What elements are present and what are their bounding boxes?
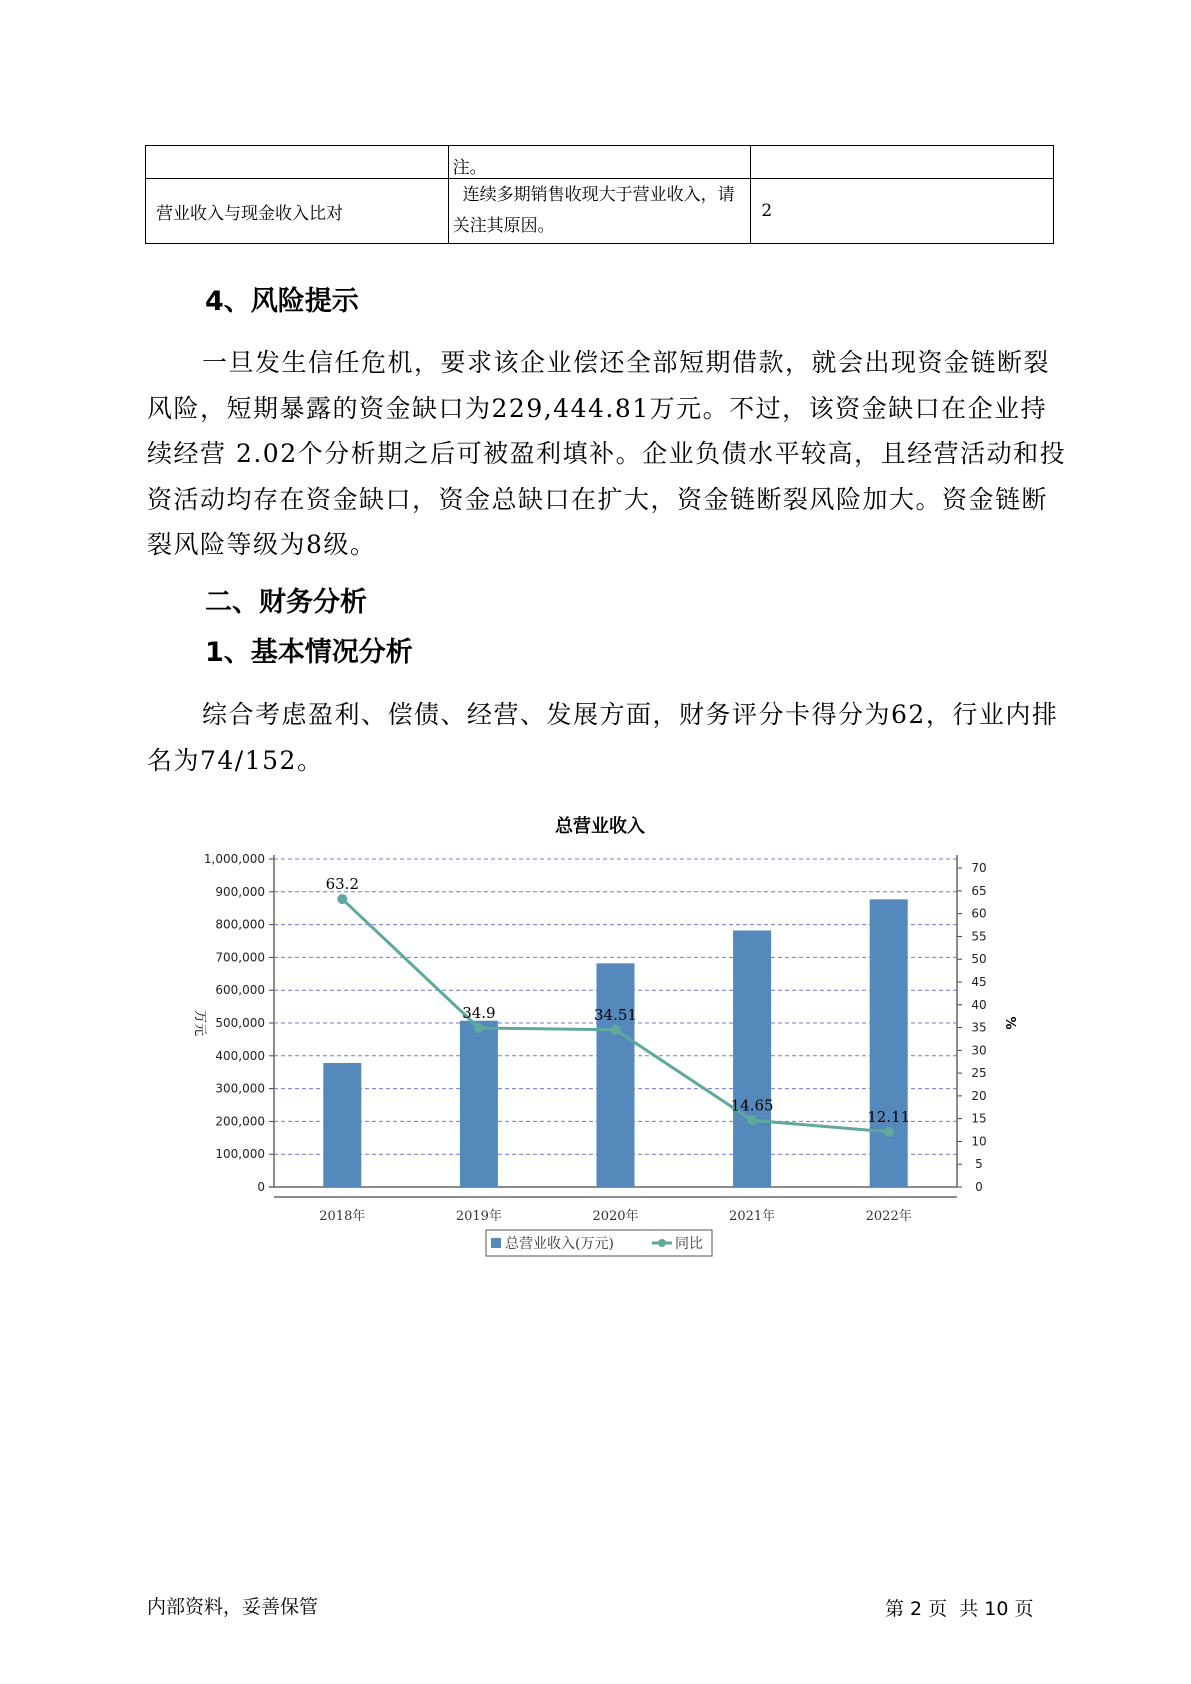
y-tick-label: 900,000 (215, 884, 265, 899)
section-heading-basic: 1、基本情况分析 (205, 637, 413, 668)
table-cell-desc: 连续多期销售收现大于营业收入，请关注其原因。 (448, 179, 751, 244)
y2-tick-label: 30 (971, 1043, 987, 1058)
risk-paragraph: 一旦发生信任危机，要求该企业偿还全部短期借款，就会出现资金链断裂风险，短期暴露的资金缺口为229,444.81万元。不过，该资金缺口在企业持续经营 2.02个分析期之后可被盈利填补。企业负债水平较高，且经营活动和投资活动均存在资金缺口，资金总缺口在扩大，资金链断裂风险加大。资金链断裂风险等级为8级。 (147, 348, 1067, 559)
y2-tick-label: 35 (971, 1020, 987, 1035)
y2-tick-label: 70 (971, 861, 987, 876)
y-tick-label: 600,000 (215, 983, 265, 998)
revenue-bar (870, 899, 908, 1187)
y2-axis-label: % (1002, 1016, 1017, 1030)
y-tick-label: 200,000 (215, 1114, 265, 1129)
y2-tick-label: 65 (971, 883, 987, 898)
revenue-bar (733, 931, 771, 1187)
y2-tick-label: 10 (971, 1134, 987, 1149)
y2-tick-label: 20 (971, 1088, 987, 1103)
yoy-point (337, 894, 347, 904)
table-cell-value: 2 (751, 179, 1054, 244)
basic-paragraph: 综合考虑盈利、偿债、经营、发展方面，财务评分卡得分为62，行业内排名为74/152。 (147, 700, 1059, 775)
x-tick-label: 2020年 (592, 1209, 639, 1224)
chart-layer (192, 815, 1017, 1256)
y2-tick-label: 15 (971, 1111, 987, 1126)
section-heading-finance: 二、财务分析 (205, 587, 367, 618)
page-number: 第 2 页 共 10 页 (885, 1598, 1034, 1620)
y2-tick-label: 45 (971, 975, 987, 989)
y-tick-label: 100,000 (215, 1147, 265, 1162)
yoy-point (474, 1023, 484, 1033)
legend-swatch-bar (491, 1238, 501, 1248)
y-tick-label: 0 (257, 1180, 265, 1194)
yoy-data-label: 12.11 (867, 1107, 911, 1126)
revenue-bar (597, 963, 635, 1187)
y2-tick-label: 25 (971, 1066, 987, 1081)
x-tick-label: 2022年 (865, 1209, 912, 1224)
x-tick-label: 2018年 (319, 1209, 366, 1224)
chart-title: 总营业收入 (555, 816, 645, 837)
yoy-point (884, 1127, 894, 1137)
yoy-data-label: 34.51 (594, 1005, 637, 1024)
legend-label-line: 同比 (675, 1236, 703, 1252)
revenue-bar (323, 1063, 361, 1187)
y-axis-label: 万元 (192, 1009, 207, 1037)
y-tick-label: 800,000 (215, 917, 265, 932)
y-tick-label: 300,000 (215, 1081, 265, 1096)
y-tick-label: 400,000 (215, 1048, 265, 1063)
y2-tick-label: 60 (971, 906, 987, 921)
yoy-point (747, 1115, 757, 1125)
yoy-data-label: 14.65 (730, 1096, 774, 1115)
y2-tick-label: 40 (971, 997, 987, 1012)
legend-swatch-marker (658, 1239, 666, 1247)
y2-tick-label: 55 (971, 929, 987, 944)
yoy-data-label: 34.9 (462, 1004, 496, 1023)
y2-tick-label: 5 (975, 1157, 983, 1172)
yoy-point (611, 1025, 621, 1035)
x-tick-label: 2019年 (455, 1209, 502, 1224)
footer-note: 内部资料，妥善保管 (147, 1596, 319, 1618)
y-tick-label: 1,000,000 (203, 852, 265, 866)
x-tick-label: 2021年 (729, 1209, 776, 1224)
revenue-bar (460, 1021, 498, 1187)
y2-tick-label: 0 (975, 1180, 983, 1194)
table-cell-item: 营业收入与现金收入比对 (146, 179, 449, 244)
y-tick-label: 700,000 (215, 950, 265, 965)
section-heading-risk: 4、风险提示 (205, 286, 359, 317)
y2-tick-label: 50 (971, 952, 987, 967)
yoy-data-label: 63.2 (325, 875, 360, 894)
y-tick-label: 500,000 (215, 1016, 265, 1030)
legend-label-bar: 总营业收入(万元) (505, 1236, 614, 1252)
table-cell-desc: 注。 (448, 146, 751, 179)
